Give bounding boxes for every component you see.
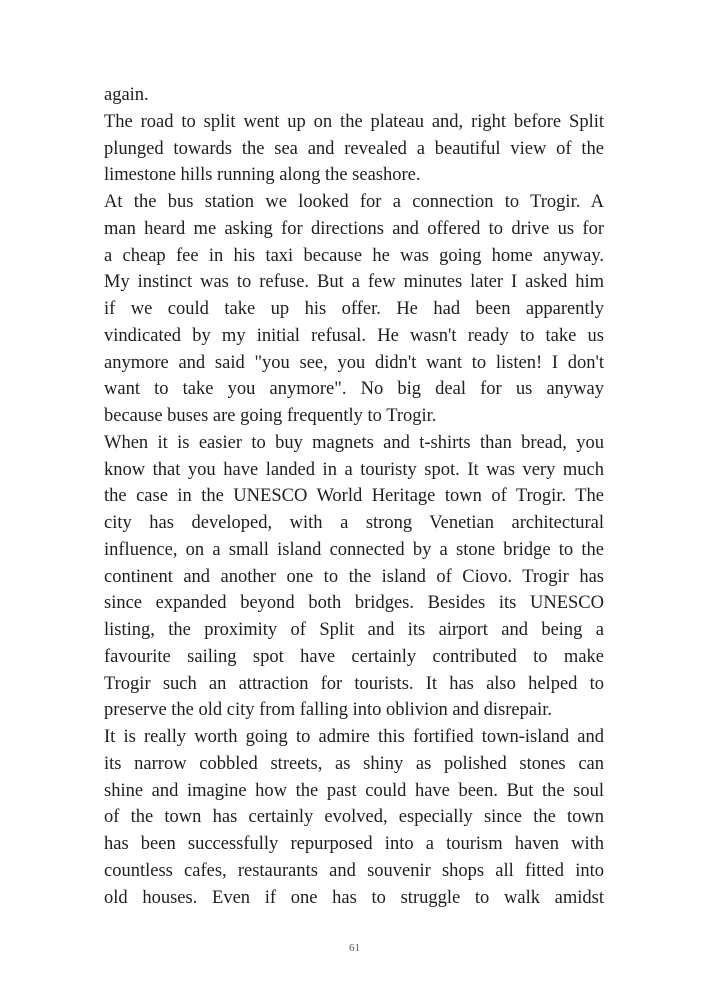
text-line: shine and imagine how the past could have been. But the soul (104, 780, 604, 801)
text-line: continent and another one to the island of Ciovo. Trogir has (104, 566, 604, 587)
paragraph (104, 109, 604, 189)
text-line: influence, on a small island connected by a stone bridge to the (104, 539, 604, 560)
text-line: My instinct was to refuse. But a few minutes later I asked him (104, 272, 604, 293)
text-line: favourite sailing spot have certainly contributed to make (104, 646, 604, 667)
paragraph (104, 189, 604, 430)
text-line: When it is easier to buy magnets and t-shirts than bread, you (104, 432, 604, 453)
text-line: because buses are going frequently to Trogir. (104, 406, 437, 426)
body-text (104, 82, 604, 911)
paragraph (104, 82, 604, 109)
text-line: man heard me asking for directions and offered to drive us for (104, 218, 604, 239)
text-line: Trogir such an attraction for tourists. It has also helped to (104, 673, 604, 694)
text-line: The road to split went up on the plateau and, right before Split (104, 111, 604, 132)
text-line: the case in the UNESCO World Heritage town of Trogir. The (104, 486, 604, 507)
text-line: old houses. Even if one has to struggle to walk amidst (104, 887, 604, 908)
text-line: if we could take up his offer. He had been apparently (104, 299, 604, 319)
text-line: of the town has certainly evolved, especially since the town (104, 807, 604, 828)
text-line: listing, the proximity of Split and its airport and being a (104, 620, 604, 640)
text-line: know that you have landed in a touristy spot. It was very much (104, 459, 604, 480)
text-line: anymore and said "you see, you didn't want to listen! I don't (104, 352, 604, 373)
paragraph (104, 430, 604, 724)
page-number: 61 (349, 942, 360, 954)
text-line: again. (104, 85, 149, 105)
text-line: plunged towards the sea and revealed a beautiful view of the (104, 138, 604, 159)
text-line: city has developed, with a strong Venetian architectural (104, 513, 604, 533)
text-line: want to take you anymore". No big deal for us anyway (104, 379, 604, 400)
text-line: preserve the old city from falling into oblivion and disrepair. (104, 700, 553, 721)
text-line: since expanded beyond both bridges. Besides its UNESCO (104, 593, 604, 614)
paragraph (104, 724, 604, 911)
text-line: At the bus station we looked for a connection to Trogir. A (104, 192, 604, 212)
text-line: its narrow cobbled streets, as shiny as polished stones can (104, 753, 604, 774)
text-line: limestone hills running along the seashore. (104, 165, 421, 186)
text-line: a cheap fee in his taxi because he was going home anyway. (104, 245, 604, 266)
text-line: has been successfully repurposed into a tourism haven with (104, 834, 604, 854)
text-line: vindicated by my initial refusal. He wasn't ready to take us (104, 325, 604, 346)
text-line: It is really worth going to admire this fortified town-island and (104, 727, 604, 747)
text-line: countless cafes, restaurants and souvenir shops all fitted into (104, 860, 604, 881)
